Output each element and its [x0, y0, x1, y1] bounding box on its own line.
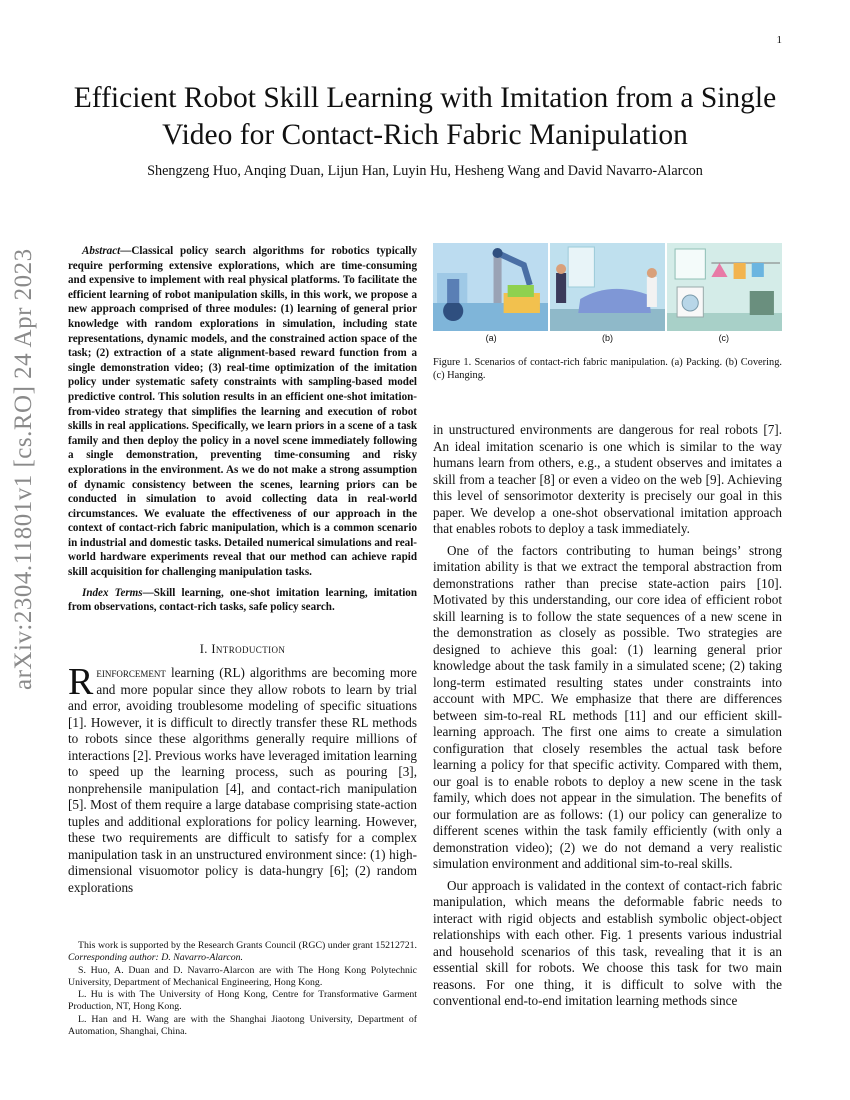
panel-labels: [433, 333, 782, 343]
index-terms-text: —Skill learning, one-shot imitation learning, imitation from observations, contact-rich tasks, safe policy search.: [68, 586, 417, 614]
figure-caption: Figure 1. Scenarios of contact-rich fabric manipulation. (a) Packing. (b) Covering. (c) Hanging.: [433, 357, 782, 381]
footnotes: [68, 940, 417, 1038]
footnote-funding: [68, 940, 417, 965]
panel-label: (c): [718, 333, 730, 343]
funding-text: This work is supported by the Research Grants Council (RGC) under grant 15212721.: [78, 940, 417, 951]
footnote-affiliation: S. Huo, A. Duan and D. Navarro-Alarcon are with The Hong Kong Polytechnic University, Department of Mechanical Engineering, Hong Kong.: [68, 964, 417, 988]
index-terms-lead: Index Terms: [82, 586, 143, 599]
intro-first-word: einforcement: [96, 665, 166, 681]
author-list: Shengzeng Huo, Anqing Duan, Lijun Han, Luyin Hu, Hesheng Wang and David Navarro-Alarcon: [147, 163, 703, 179]
section-number: I.: [199, 641, 208, 656]
intro-paragraph: [68, 661, 417, 896]
body-paragraph: One of the factors contributing to human beings’ strong imitation ability is that we extract the temporal abstraction from demonstrations rather than precise state-action pairs [10]. Motivated by this understanding, our core idea of efficient robot skill learning is to follow the state sequences of a new scene in the demonstration as closely as possible. Two strategies are designed to achieve this goal: (1) learning general prior knowledge about the task family in a simulated scene; (2) taking long-term estimated resulting states under constraints into account with MPC. We emphasize that there are differences between sim-to-real RL methods [11] and our efficient skill-learning approach. The first one aims to create a simulation configuration that closely resembles the actual task before learning a policy for that specific activity. Compared with them, our goal is to enable robots to deploy a new scene in the task family, which does not appear in the simulation. The benefits of our formulation are as follows: (1) our policy can generalize to different scenes within the task family efficiently (with only a demonstration video); (2) we do not demand a very realistic simulation environment and additional sim-to-real skills.: [433, 542, 782, 871]
drop-cap: R: [68, 661, 94, 704]
sofa-covering-scene: [550, 243, 665, 331]
body-paragraph: in unstructured environments are dangerous for real robots [7]. An ideal imitation scenario is one which is similar to the way humans learn from others, e.g., a student observes and imitates a skill from a teacher [8] or even a video on the web [9]. Achieving this level of sensorimotor dexterity is precisely our goal in this paper. We develop a one-shot observational imitation approach that enables robots to deploy a task immediately.: [433, 422, 782, 536]
corresponding-author: Corresponding author: D. Navarro-Alarcon.: [68, 952, 243, 964]
panel-label: (a): [485, 333, 497, 343]
page-number: 1: [776, 34, 782, 46]
figure-1: [433, 243, 782, 382]
section-heading: [68, 641, 417, 658]
abstract-lead: Abstract: [82, 245, 121, 257]
arxiv-stamp: arXiv:2304.11801v1 [cs.RO] 24 Apr 2023: [10, 248, 37, 690]
factory-robot-scene: [433, 243, 548, 331]
left-column: [68, 244, 417, 896]
covering-illustration: [550, 243, 665, 331]
laundry-hanging-scene: [667, 243, 782, 331]
abstract-text: —Classical policy search algorithms for robotics typically require performing extensive explorations, which are time-consuming and expensive to implement with real physical platforms. To facilitate the efficient learning of robot manipulation skills, in this work, we propose a new approach comprised of three modules: (1) learning of general prior knowledge with random explorations in simulation, including state representations, dynamic models, and the constrained action space of the task; (2) extraction of a state alignment-based reward function from a single demonstration video; (3) real-time optimization of the imitation policy under systematic safety constraints with sampling-based model predictive control. This solution results in an efficient one-shot imitation-from-video strategy that simplifies the learning and execution of robot skills in real applications. Specifically, we learn priors in a scene of a task family and then deploy the policy in a novel scene immediately following a single demonstration, preventing time-consuming and risky explorations in the environment. As we do not make a strong assumption of dynamic consistency between the scenes, learning priors can be conducted in simulation to avoid collecting data in real-world circumstances. We evaluate the effectiveness of our approach in the context of contact-rich fabric manipulation, which is a common scenario in industrial and domestic tasks. Detailed numerical simulations and real-world hardware experiments reveal that our method can achieve rapid skill acquisition for challenging manipulation tasks.: [68, 245, 417, 579]
section-title: Introduction: [211, 641, 286, 656]
packing-illustration: [433, 243, 548, 331]
paper-title: Efficient Robot Skill Learning with Imitation from a Single Video for Contact-Rich Fabric Manipulation: [73, 82, 777, 151]
figure-panels: [433, 243, 782, 331]
panel-label: (b): [601, 333, 613, 343]
index-terms: [68, 586, 417, 615]
body-paragraph: Our approach is validated in the context of contact-rich fabric manipulation, which means the deformable fabric needs to interact with rigid objects and establish symbolic object-object relationships with each other. Fig. 1 presents various industrial and household scenarios of this task, revealing that it is an essential skill for robots. We choose this task for two main reasons. For one thing, it is difficult to solve with the conventional end-to-end imitation learning methods since: [433, 877, 782, 1008]
footnote-affiliation: L. Han and H. Wang are with the Shanghai Jiaotong University, Department of Automation, Shanghai, China.: [68, 1013, 417, 1038]
right-column: [433, 422, 782, 1015]
abstract: [68, 244, 417, 580]
intro-text: learning (RL) algorithms are becoming more and more popular since they allow robots to learn by trial and error, avoiding troublesome modeling of specific situations [1]. However, it is difficult to directly transfer these RL methods to robots since these algorithms generally require millions of interactions [2]. Previous works have leveraged imitation learning to speed up the learning process, such as pouring [3], nonprehensile manipulation [4], and contact-rich manipulation [5]. Most of them require a large database comprising state-action tuples and additional explorations for policy learning. However, these two requirements are difficult to satisfy for a complex manipulation task in an unstructured environment since: (1) high-dimensional visuomotor policy is data-hungry [6]; (2) random explorations: [68, 665, 417, 895]
footnote-affiliation: L. Hu is with The University of Hong Kong, Centre for Transformative Garment Production, NT, Hong Kong.: [68, 989, 417, 1013]
hanging-illustration: [667, 243, 782, 331]
